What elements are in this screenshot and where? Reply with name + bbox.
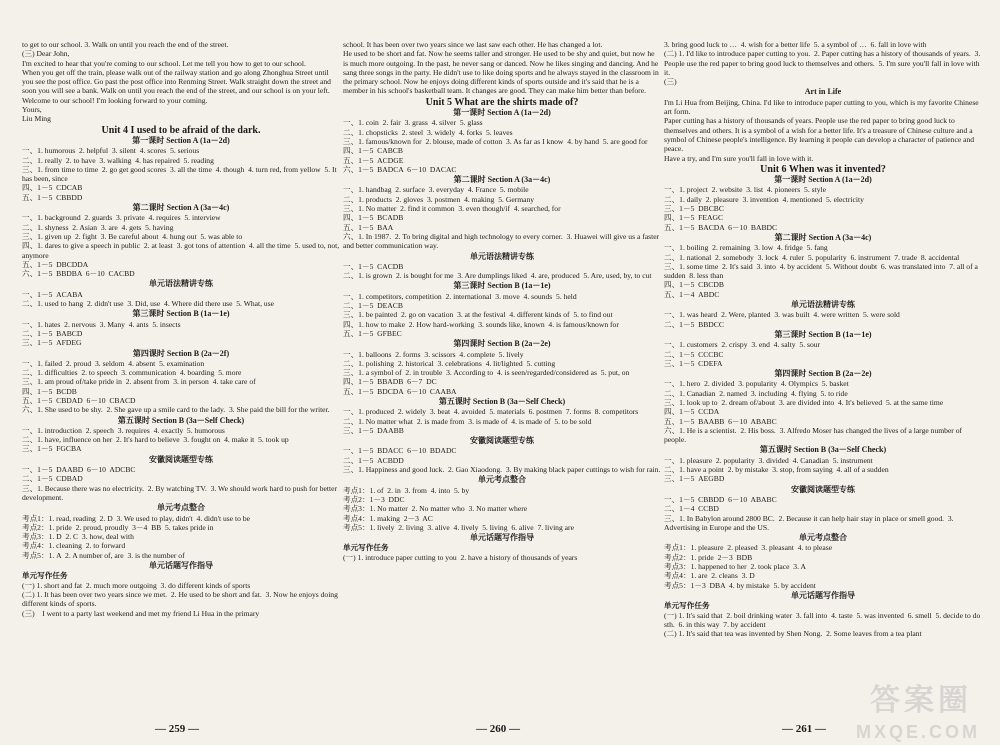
answer-line: 一、1. pleasure 2. popularity 3. divided 4. Canadian 5. instrument [664,455,873,465]
answer-line: I'm excited to hear that you're coming to our school. Let me tell you how to get to our school. [22,58,306,68]
section-heading: 单元考点整合 [157,503,205,513]
section-heading: 第四课时 Section B (2a－2e) [774,369,872,379]
answer-line: 考点3：1. D 2. C 3. how, deal with [22,532,134,542]
answer-line: 六、1. She used to be shy. 2. She gave up a smile card to the lady. 3. She paid the bill for the writer. [22,405,330,415]
answer-line: 五、1－5 CBDAD 6－10 CBACD [22,395,136,405]
section-heading: Unit 6 When was it invented? [760,163,886,175]
section-heading: 单元写作任务 [664,601,710,611]
answer-line: I'm Li Hua from Beijing, China. I'd like to introduce paper cutting to you, which is my favorite Chinese art form. [664,97,981,117]
answer-line: 二、1－4 CCBD [664,504,719,514]
answer-line: 一、1. humorous 2. helpful 3. silent 4. scores 5. serious [22,146,200,156]
answer-line: (二) 1. I'd like to introduce paper cutting to you. 2. Paper cutting has a history of thousands of years. 3. People use the red paper to bring good luck to themselves and others. 5. I'm sure you'll fall in love with it. [664,49,983,77]
answer-line: 考点1：1. of 2. in 3. from 4. into 5. by [343,485,470,495]
answer-line: (三) [664,77,677,87]
answer-line: 考点4：1. making 2－3 AC [343,513,433,523]
answer-line: 三、1. In Babylon around 2800 BC. 2. Because it can help hair stay in place or smell good. 3. Advertising in Europe and the US. [664,513,956,532]
answer-line: Welcome to our school! I'm looking forward to your coming. [22,95,208,105]
answer-line: 3. bring good luck to … 4. wish for a better life 5. a symbol of … 6. fall in love with [664,40,927,49]
answer-line: 三、1. from time to time 2. go get good scores 3. all the time 4. though 4. turn red, from yellow 5. It has been, since [22,164,339,184]
answer-line: 二、1. is grown 2. is bought for me 3. Are dumplings liked 4. are, produced 5. Are, used, by, to cut [343,271,652,281]
answer-line: 二、1. really 2. to have 3. walking 4. has repaired 5. reading [22,155,214,165]
answer-line: 五、1－4 ABDC [664,289,720,299]
answer-line: 四、1－5 CABCB [343,146,403,156]
answer-line: school. It has been over two years since we last saw each other. He has changed a lot. [343,40,603,49]
watermark-url: MXQE.COM [855,722,980,742]
answer-line: 一、1. produced 2. widely 3. beat 4. avoided 5. materials 6. postmen 7. forms 8. competitors [343,407,639,417]
answer-line: 二、1. shyness 2. Asian 3. are 4. gets 5. having [22,222,174,232]
answer-line: 二、1－5 BABCD [22,328,83,338]
answer-line: When you get off the train, please walk out of the railway station and go along Zhonghua Street until you see the post office. Go past the post office into Renming Street. Walk straight down the street and soon you will see a bank. Walk on until you reach the end of the street, and our school is on your left. [22,67,333,96]
answer-line: 四、1. dares to give a speech in public 2. at least 3. got tons of attention 4. all the time 5. used to, not, anymore [22,241,342,260]
answer-line: 考点3：1. No matter 2. No matter who 3. No matter where [343,504,528,514]
answer-line: 五、1－5 BAA [343,222,394,232]
answer-line: 三、1－5 DBCBC [664,204,724,214]
answer-line: 考点2：1. pride 2. proud, proudly 3－4 BB 5. takes pride in [22,522,214,532]
column-left [22,40,340,618]
answer-line: 二、1. Canadian 2. named 3. including 4. flying 5. to ride [664,388,848,398]
section-heading: 第二课时 Section A (3a－4c) [453,175,551,185]
answer-line: 六、1. In 1987. 2. To bring digital and high technology to every corner. 3. Huawei will give us a faster and better communication way. [343,231,661,251]
answer-line: 三、1－5 AEGBD [664,474,725,484]
section-heading: 第三课时 Section B (1a－1e) [453,281,551,291]
answer-line: 五、1－5 ACDGE [343,155,404,165]
answer-line: 一、1. project 2. website 3. list 4. pioneers 5. style [664,185,826,195]
answer-line: He used to be short and fat. Now he seems taller and stronger. He used to be shy and quiet, but now he is much more outgoing. In the past, he never sang or danced. Now he likes singing and dancing. And he sang three songs in the party. He didn't use to like doing sports and he always stayed in the classroom in the primary school. Now he enjoys doing different kinds of sports outside and it's said that he is a member in his school's basketball team. It changes are good. They can make him better than before. [343,49,661,96]
answer-line: 二、1. products 2. gloves 3. postmen 4. making 5. Germany [343,194,535,204]
section-heading: 安徽阅读题型专练 [470,436,534,446]
answer-line: 三、1. a symbol of 2. in trouble 3. According to 4. is seen/regarded/considered as 5. put, on [343,368,630,378]
answer-line: 四、1－5 FEAGC [664,213,724,223]
answer-line: 考点3：1. happened to her 2. took place 3. A [664,562,806,572]
section-heading: 单元话题写作指导 [149,561,213,571]
answer-line: 五、1－5 CBBDD [22,192,83,202]
answer-line: 二、1. chopsticks 2. steel 3. widely 4. forks 5. leaves [343,127,513,137]
answer-line: 三、1. given up 2. fight 3. Be careful about 4. hung out 5. was able to [22,231,243,241]
answer-line: 考点5：1. A 2. A number of, are 3. is the number of [22,550,185,560]
section-heading: Unit 4 I used to be afraid of the dark. [101,124,261,136]
section-heading: 单元话题写作指导 [791,590,855,600]
answer-line: (一) 1. short and fat 2. much more outgoing 3. do different kinds of sports [22,580,251,590]
answer-line: 一、1－5 CBBDD 6－10 ABABC [664,494,777,504]
answer-line: 一、1. balloons 2. forms 3. scissors 4. complete 5. lively [343,349,524,359]
answer-line: 四、1－5 BCADB [343,213,404,223]
answer-line: 三、1. some time 2. It's said 3. into 4. by accident 5. Without doubt 6. was translated into 7. all of a sudden 8. less than [664,261,980,281]
section-heading: 单元考点整合 [478,475,526,485]
answer-line: 一、1－5 CACDB [343,261,404,271]
answer-line: 一、1. hero 2. divided 3. popularity 4. Olympics 5. basket [664,379,849,389]
answer-line: 六、1－5 BBDBA 6－10 CACBD [22,269,135,279]
answer-line: 二、1－5 ACBDD [343,455,404,465]
answer-line: 一、1－5 ACABA [22,289,83,299]
section-heading: 第三课时 Section B (1a－1e) [774,329,872,339]
answer-line: 二、1. used to hang 2. didn't use 3. Did, use 4. Where did there use 5. What, use [22,299,275,309]
answer-line: 考点4：1. are 2. cleans 3. D [664,571,755,581]
answer-line: 四、1－5 BBADB 6－7 DC [343,377,437,387]
answer-line: 五、1－5 DBCDDA [22,259,89,269]
answer-line: 六、1. He is a scientist. 2. His boss. 3. Alfredo Moser has changed the lives of a large number of people. [664,425,964,445]
answer-line: 一、1. customers 2. crispy 3. end 4. salty 5. sour [664,340,821,350]
answer-line: 一、1. handbag 2. surface 3. everyday 4. France 5. mobile [343,185,529,195]
watermark-logo: 答案圈 [870,684,972,717]
section-heading: Unit 5 What are the shirts made of? [425,96,579,108]
section-heading: 单元考点整合 [799,533,847,543]
answer-line: 三、1. look up to 2. dream of/about 3. are divided into 4. It's believed 5. at the same time [664,397,944,407]
answer-line: 二、1. have, influence on her 2. It's hard to believe 3. fought on 4. make it 5. took up [22,435,289,445]
answer-line: 三、1. be painted 2. go on vacation 3. at the festival 4. different kinds of 5. to find out [343,310,613,320]
answer-line: 一、1. failed 2. proud 3. seldom 4. absent 5. examination [22,358,205,368]
section-heading: 第二课时 Section A (3a－4c) [774,232,872,242]
answer-line: 二、1. difficulties 2. to speech 3. communication 4. boarding 5. more [22,368,242,378]
answer-line: 五、1－5 BAABB 6－10 ABABC [664,416,777,426]
section-heading: 第五课时 Section B (3a－Self Check) [438,396,566,406]
answer-line: 三、1－5 AFDEG [22,338,82,348]
answer-line: 一、1. boiling 2. remaining 3. low 4. fridge 5. fang [664,243,828,253]
answer-line: 考点5：1. lively 2. living 3. alive 4. lively 5. living 6. alive 7. living are [343,522,574,532]
answer-line: Paper cutting has a history of thousands of years. People use the red paper to bring good luck to themselves and others. It is a symbol of a wish for a better life. It's a treasure of Chinese culture and a symbol of Chinese people's intelligence. By learning it people can develop a character of patience and peace. [664,116,976,154]
answer-line: 二、1. daily 2. pleasure 3. invention 4. mentioned 5. electricity [664,194,864,204]
answer-line: 考点2：1－3 DDC [343,494,405,504]
answer-line: 考点1：1. read, reading 2. D 3. We used to play, didn't 4. didn't use to be [22,513,251,523]
answer-line: (一) 1. It's said that 2. boil drinking water 3. fall into 4. taste 5. was invented 6. smell 5. decide to do sth. 6. in this way 7. by accident [664,610,983,629]
section-heading: 单元话题写作指导 [470,533,534,543]
section-heading: 安徽阅读题型专练 [791,484,855,494]
section-heading: 单元写作任务 [343,543,389,553]
answer-line: 三、1. famous/known for 2. blouse, made of cotton 3. As far as I know 4. by hand 5. are good for [343,136,648,146]
answer-line: 一、1－5 BDACC 6－10 BDADC [343,446,457,456]
answer-line: 一、1. was heard 2. Were, planted 3. was built 4. were written 5. were sold [664,310,900,320]
section-heading: 第一课时 Section A (1a－2d) [132,135,230,145]
answer-line: 二、1. No matter what 2. is made from 3. is made of 4. is made of 5. to be sold [343,416,592,426]
answer-line: 四、1－5 CBCDB [664,280,724,290]
answer-line: 一、1. coin 2. fair 3. grass 4. silver 5. glass [343,118,483,128]
section-heading: 单元语法精讲专练 [149,279,213,289]
answer-line: 二、1. polishing 2. historical 3. celebrations 4. lit/lighted 5. cutting [343,358,556,368]
answer-line: 二、1－5 BBDCC [664,319,724,329]
section-heading: 第一课时 Section A (1a－2d) [453,108,551,118]
answer-line: (一) 1. introduce paper cutting to you 2. have a history of thousands of years [343,552,578,562]
answer-line: 一、1－5 DAABD 6－10 ADCBC [22,465,136,475]
answer-line: 考点5：1－3 DBA 4. by mistake 5. by accident [664,580,816,590]
answer-line: 四、1. how to make 2. How hard-working 3. sounds like, known 4. is famous/known for [343,319,619,329]
answer-line: 二、1－5 CCCBC [664,349,724,359]
answer-line: 一、1. hates 2. nervous 3. Many 4. ants 5. insects [22,319,181,329]
section-heading: Art in Life [804,87,842,97]
page-number-261: — 261 — [782,723,826,735]
answer-line: (三) I went to a party last weekend and met my friend Li Hua in the primary [22,608,260,618]
answer-line: (三) Dear John, [22,49,70,59]
section-heading: 第一课时 Section A (1a－2d) [774,175,872,185]
answer-line: 三、1－5 CDEFA [664,358,723,368]
answer-line: 二、1－5 DEACB [343,301,403,311]
page-number-260: — 260 — [476,723,520,735]
answer-line: 三、1. am proud of/take pride in 2. absent from 3. in person 4. take care of [22,377,256,387]
column-middle [343,40,661,562]
answer-line: 二、1－5 CDBAD [22,474,83,484]
section-heading: 第五课时 Section B (3a－Self Check) [759,445,887,455]
section-heading: 第三课时 Section B (1a－1e) [132,309,230,319]
answer-line: 四、1－5 CCDA [664,407,720,417]
answer-line: 三、1－5 FGCBA [22,444,82,454]
answer-line: 考点1：1. pleasure 2. pleased 3. pleasant 4. to please [664,543,833,553]
answer-line: to get to our school. 3. Walk on until you reach the end of the street. [22,40,229,49]
answer-line: 一、1. competitors, competition 2. international 3. move 4. sounds 5. held [343,291,577,301]
answer-line: 四、1－5 BCDB [22,386,77,396]
answer-line: (二) 1. It's said that tea was invented by Shen Nong. 2. Some leaves from a tea plant [664,629,922,639]
answer-line: 三、1. Happiness and good luck. 2. Gao Xiaodong. 3. By making black paper cuttings to wish for rain. [343,465,661,475]
answer-line: Have a try, and I'm sure you'll fall in love with it. [664,153,814,163]
answer-line: 考点4：1. cleaning 2. to forward [22,541,126,551]
answer-line: 三、1. No matter 2. find it common 3. even though/if 4. searched, for [343,204,561,214]
answer-line: 二、1. national 2. somebody 3. lock 4. ruler 5. popularity 6. instrument 7. trade 8. accidental [664,252,960,262]
column-right [664,40,982,638]
answer-line: (二) 1. It has been over two years since we met. 2. He used to be short and fat. 3. Now he enjoys doing different kinds of sports. [22,589,340,609]
page-number-259: — 259 — [155,723,199,735]
section-heading: 单元写作任务 [22,571,68,581]
answer-line: 五、1－5 BDCDA 6－10 CAABA [343,386,457,396]
section-heading: 单元语法精讲专练 [470,251,534,261]
answer-line: 四、1－5 CDCAB [22,183,83,193]
answer-line: 三、1－5 DAABB [343,425,404,435]
answer-line: Yours, [22,105,42,115]
section-heading: 第四课时 Section B (2a－2e) [453,339,551,349]
answer-line: 一、1. introduction 2. speech 3. requires 4. exactly 5. humorous [22,425,225,435]
answer-line: 考点2：1. pride 2－3 BDB [664,552,753,562]
answer-line: Liu Ming [22,114,51,124]
section-heading: 单元语法精讲专练 [791,300,855,310]
answer-line: 五、1－5 GFBEC [343,328,402,338]
answer-line: 一、1. background 2. guards 3. private 4. requires 5. interview [22,213,221,223]
section-heading: 第二课时 Section A (3a－4c) [132,203,230,213]
answer-line: 五、1－5 BACDA 6－10 BABDC [664,222,778,232]
answer-line: 二、1. have a point 2. by mistake 3. stop, from saying 4. all of a sudden [664,465,889,475]
answer-line: 三、1. Because there was no electricity. 2. By watching TV. 3. We should work hard to push for better development. [22,483,339,502]
section-heading: 安徽阅读题型专练 [149,454,213,464]
answer-line: 六、1－5 BADCA 6－10 DACAC [343,164,457,174]
section-heading: 第五课时 Section B (3a－Self Check) [117,415,245,425]
section-heading: 第四课时 Section B (2a－2f) [132,348,230,358]
